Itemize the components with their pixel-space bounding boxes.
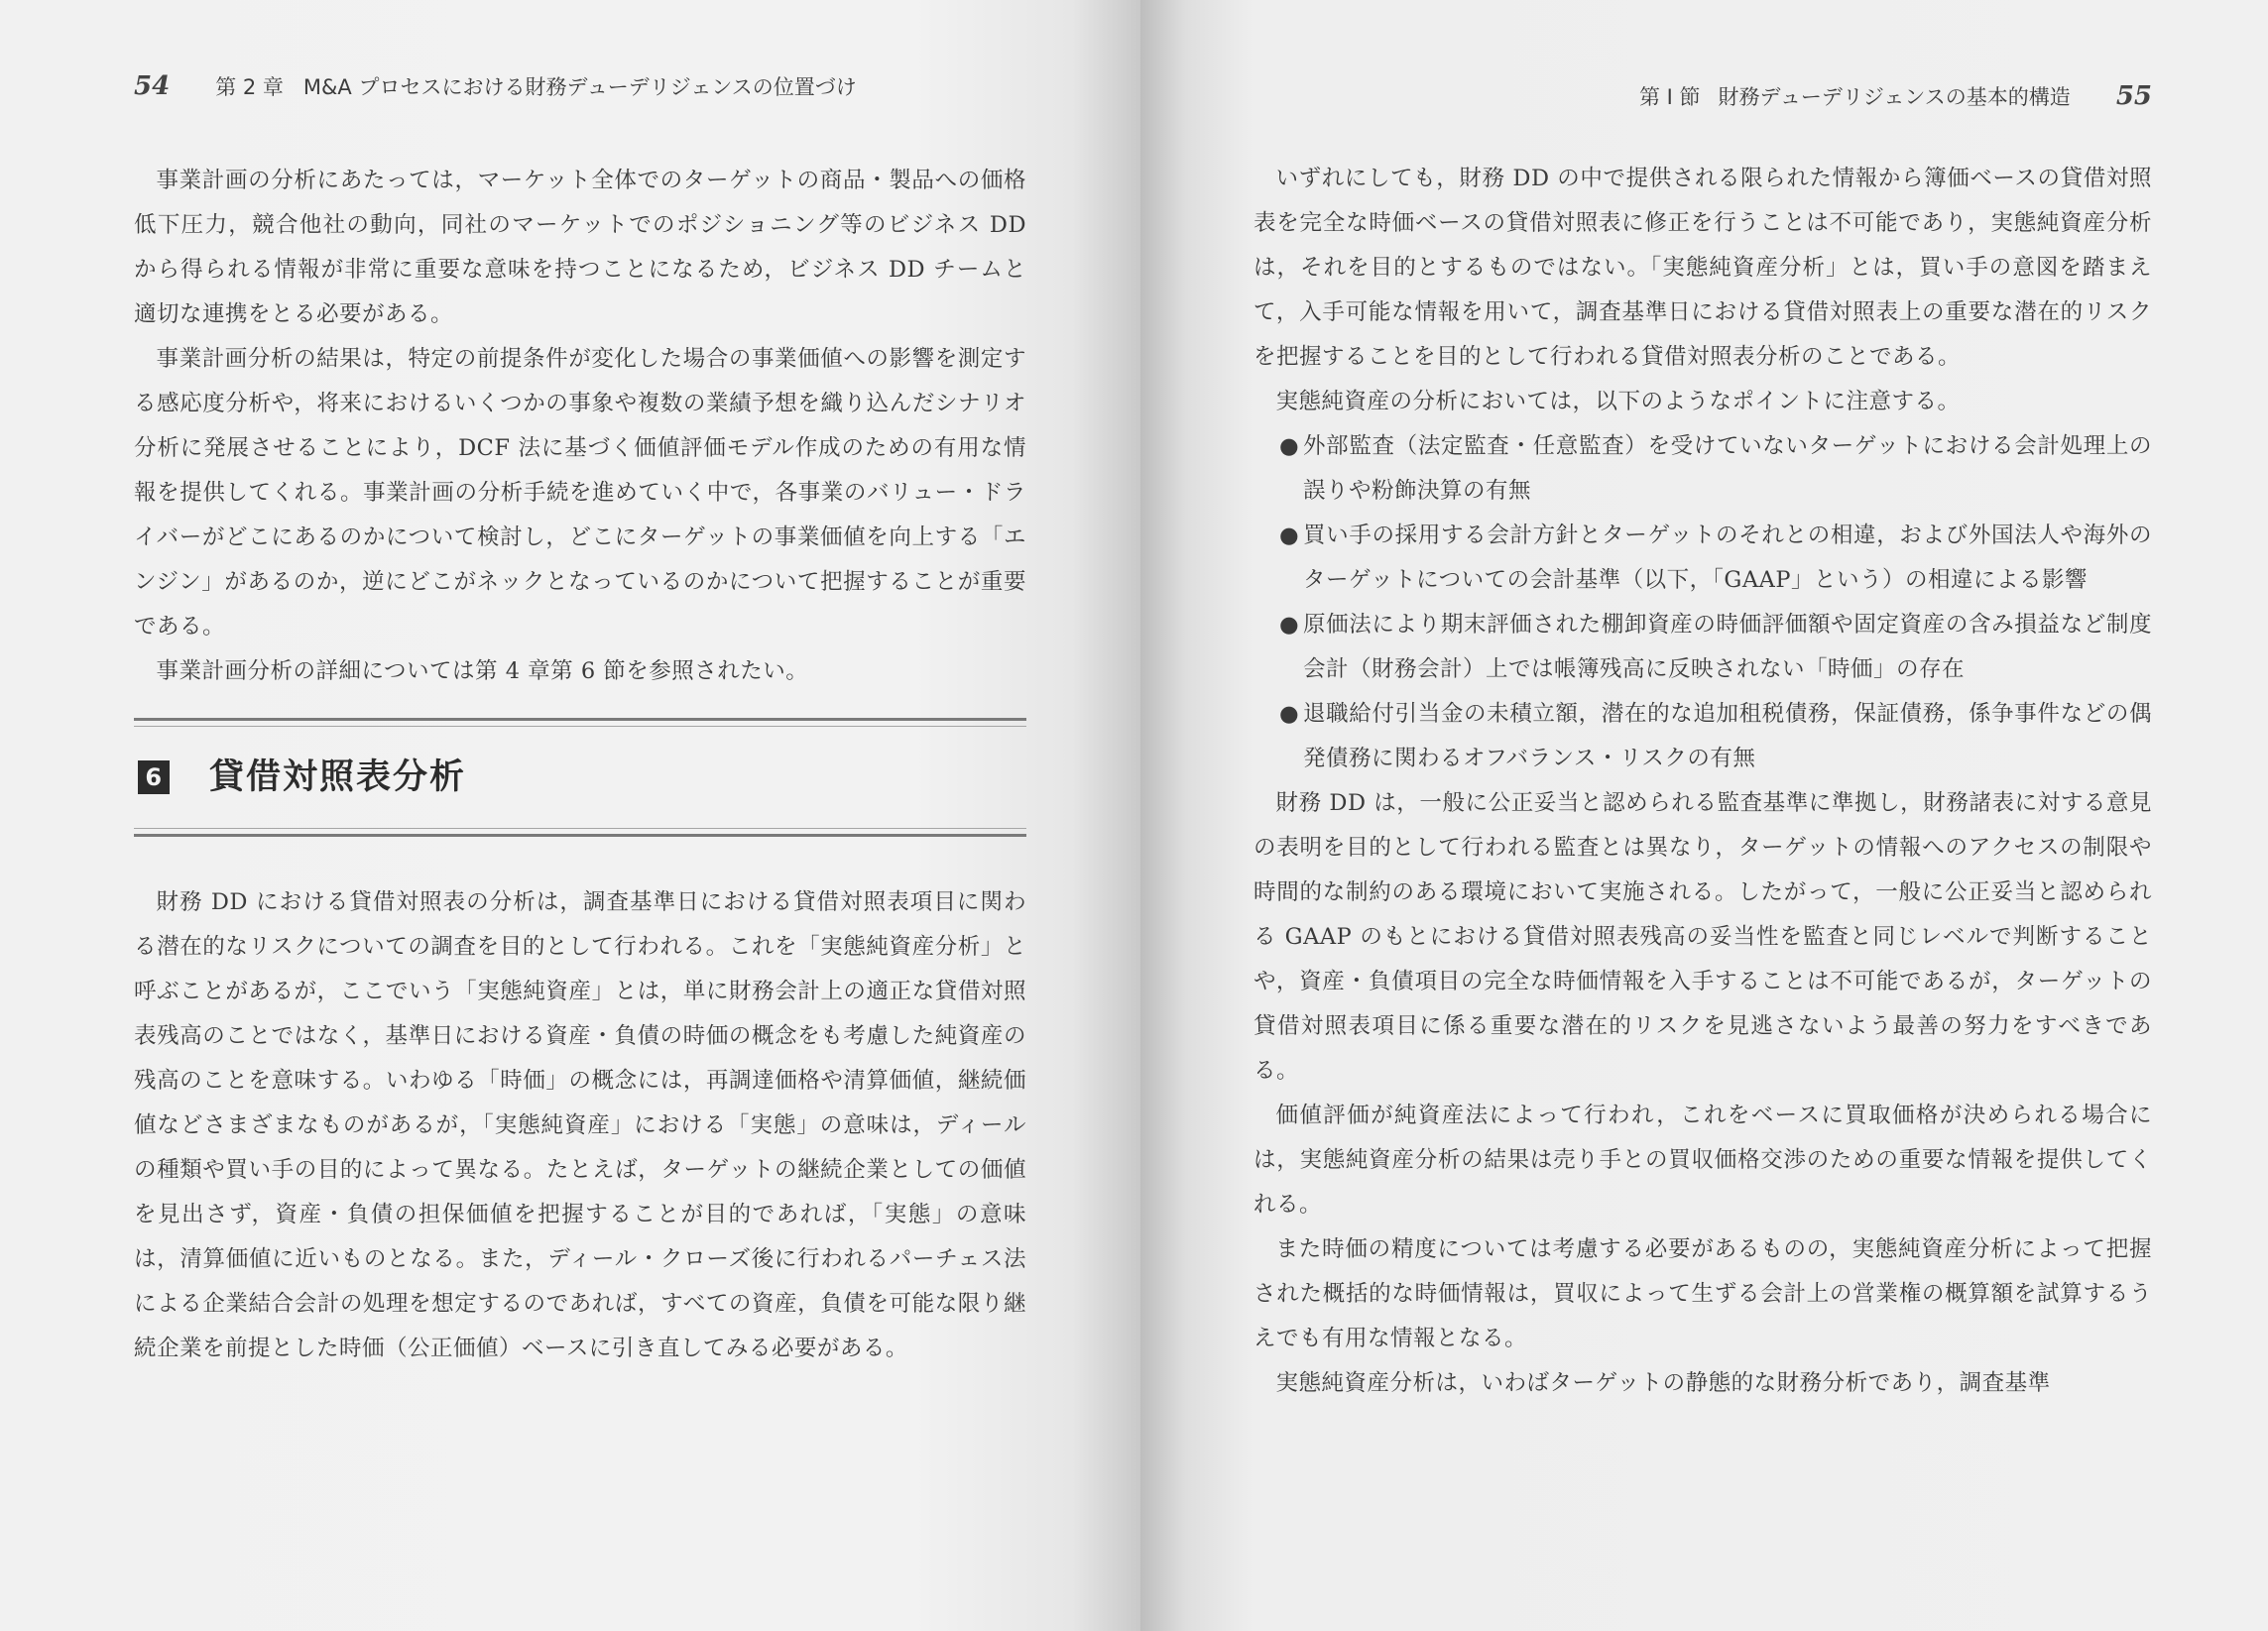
left-page-number: 54 (134, 71, 171, 101)
paragraph: また時価の精度については考慮する必要があるものの，実態純資産分析によって把握された概括的な時価情報は，買収によって生ずる会計上の営業権の概算額を試算するうえでも有用な情報となる。 (1253, 1236, 2152, 1351)
paragraph: 事業計画分析の結果は，特定の前提条件が変化した場合の事業価値への影響を測定する感応度分析や，将来におけるいくつかの事象や複数の業績予想を織り込んだシナリオ分析に発展させることにより，DCF 法に基づく価値評価モデル作成のための有用な情報を提供してくれる。事業計画の分析手続を進めていく中で，各事業のバリュー・ドライバーがどこにあるのかについて検討し，どこにターゲットの事業価値を向上する「エンジン」があるのか，逆にどこがネックとなっているのかについて把握することが重要である。 (134, 346, 1026, 640)
section-label: 第 I 節 (1638, 85, 1701, 109)
right-page (1140, 0, 2268, 1631)
paragraph: いずれにしても，財務 DD の中で提供される限られた情報から簿価ベースの貸借対照表を完全な時価ベースの貸借対照表に修正を行うことは不可能であり，実態純資産分析は，それを目的とするものではない。「実態純資産分析」とは，買い手の意図を踏まえて，入手可能な情報を用いて，調査基準日における貸借対照表上の重要な潜在的リスクを把握することを目的として行われる貸借対照表分析のことである。 (1253, 166, 2152, 370)
paragraph: 事業計画の分析にあたっては，マーケット全体でのターゲットの商品・製品への価格低下圧力，競合他社の動向，同社のマーケットでのポジショニング等のビジネス DD から得られる情報が非常に重要な意味を持つことになるため，ビジネス DD チームと適切な連携をとる必要がある。 (134, 168, 1026, 327)
bullet-icon: ● (1279, 523, 1300, 548)
running-section-title: 財務デューデリジェンスの基本的構造 (1718, 85, 2071, 109)
chapter-title: M&A プロセスにおける財務デューデリジェンスの位置づけ (302, 75, 857, 99)
list-item (1279, 603, 2152, 692)
paragraph: 実態純資産分析は，いわばターゲットの静態的な財務分析であり，調査基準 (1275, 1370, 2051, 1396)
bullet-icon: ● (1279, 433, 1300, 459)
list-item-text: 退職給付引当金の未積立額，潜在的な追加租税債務，保証債務，係争事件などの偶発債務に関わるオフバランス・リスクの有無 (1303, 701, 2152, 771)
right-body-text (1253, 157, 2152, 1406)
section-title: 貸借対照表分析 (209, 757, 467, 797)
list-item-text: 原価法により期末評価された棚卸資産の時価評価額や固定資産の含み損益など制度会計（財務会計）上では帳簿残高に反映されない「時価」の存在 (1303, 612, 2152, 682)
section-number-badge: 6 (138, 760, 170, 794)
list-item (1279, 424, 2152, 514)
list-item-text: 買い手の採用する会計方針とターゲットのそれとの相違，および外国法人や海外のターゲットについての会計基準（以下，「GAAP」という）の相違による影響 (1303, 523, 2152, 593)
right-running-head (1253, 81, 2152, 121)
paragraph: 実態純資産の分析においては，以下のようなポイントに注意する。 (1275, 389, 1961, 414)
bullet-icon: ● (1279, 612, 1300, 638)
list-item (1279, 514, 2152, 603)
paragraph: 事業計画分析の詳細については第 4 章第 6 節を参照されたい。 (156, 658, 809, 684)
list-item-text: 外部監査（法定監査・任意監査）を受けていないターゲットにおける会計処理上の誤りや粉飾決算の有無 (1303, 433, 2152, 504)
paragraph: 財務 DD における貸借対照表の分析は，調査基準日における貸借対照表項目に関わる潜在的なリスクについての調査を目的として行われる。これを「実態純資産分析」と呼ぶことがあるが，ここでいう「実態純資産」とは，単に財務会計上の適正な貸借対照表残高のことではなく，基準日における資産・負債の時価の概念をも考慮した純資産の残高のことを意味する。いわゆる「時価」の概念には，再調達価格や清算価値，継続価値などさまざまなものがあるが，「実態純資産」における「実態」の意味は，ディールの種類や買い手の目的によって異なる。たとえば，ターゲットの継続企業としての価値を見出さず，資産・負債の担保価値を把握することが目的であれば，「実態」の意味は，清算価値に近いものとなる。また，ディール・クローズ後に行われるパーチェス法による企業結合会計の処理を想定するのであれば，すべての資産，負債を可能な限り継続企業を前提とした時価（公正価値）ベースに引き直してみる必要がある。 (134, 889, 1026, 1361)
bullet-icon: ● (1279, 701, 1300, 727)
paragraph: 財務 DD は，一般に公正妥当と認められる監査基準に準拠し，財務諸表に対する意見の表明を目的として行われる監査とは異なり，ターゲットの情報へのアクセスの制限や時間的な制約のある環境において実施される。したがって，一般に公正妥当と認められる GAAP のもとにおける貸借対照表残高の妥当性を監査と同じレベルで判断することや，資産・負債項目の完全な時価情報を入手することは不可能であるが，ターゲットの貸借対照表項目に係る重要な潜在的リスクを見逃さないよう最善の努力をすべきである。 (1253, 790, 2152, 1084)
right-page-number: 55 (2115, 81, 2152, 111)
left-body-text (134, 159, 1026, 1371)
chapter-label: 第 2 章 (215, 75, 284, 99)
left-page-content (134, 71, 1026, 1371)
list-item (1279, 692, 2152, 781)
section-heading (134, 718, 1026, 837)
bullet-list (1253, 424, 2152, 781)
paragraph: 価値評価が純資産法によって行われ，これをベースに買取価格が決められる場合には，実態純資産分析の結果は売り手との買収価格交渉のための重要な情報を提供してくれる。 (1253, 1103, 2152, 1218)
left-running-head (134, 71, 1026, 111)
right-page-content (1253, 81, 2152, 1406)
